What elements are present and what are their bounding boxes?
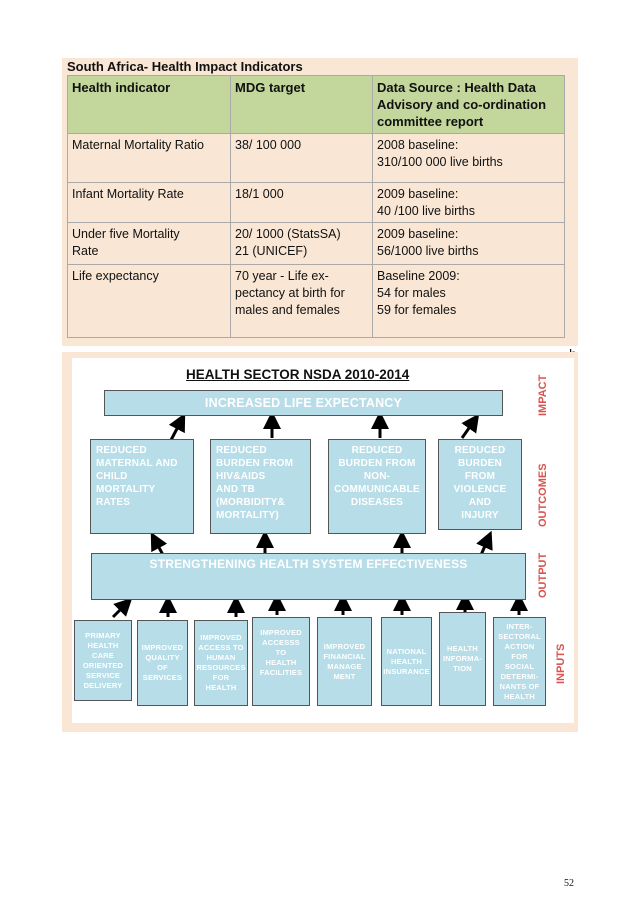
input-box: IMPROVED ACCESSS TO HEALTH FACILITIES: [252, 617, 310, 706]
arrow: [462, 421, 474, 438]
input-box: IMPROVED ACCESS TO HUMAN RESOURCES FOR HEALTH: [194, 620, 248, 706]
table-cell: 20/ 1000 (StatsSA) 21 (UNICEF): [231, 223, 373, 265]
outcome-box-violence-injury: REDUCED BURDEN FROM VIOLENCE AND INJURY: [438, 439, 522, 530]
header-data-source: Data Source : Health Data Advisory and co-ordination committee report: [373, 76, 565, 134]
table-cell: Infant Mortality Rate: [68, 183, 231, 223]
side-label-outcomes: OUTCOMES: [537, 463, 549, 527]
impact-box: INCREASED LIFE EXPECTANCY: [104, 390, 503, 416]
outcome-box-ncd: REDUCED BURDEN FROM NON- COMMUNICABLE DISEASES: [328, 439, 426, 534]
side-label-inputs: INPUTS: [555, 643, 567, 684]
side-label-impact: IMPACT: [537, 374, 549, 416]
outcome-box-hiv-tb: REDUCED BURDEN FROM HIV&AIDS AND TB (MORBIDITY& MORTALITY): [210, 439, 311, 534]
arrow: [113, 604, 126, 617]
table-cell: Maternal Mortality Ratio: [68, 134, 231, 183]
table-cell: 70 year - Life ex- pectancy at birth for males and females: [231, 265, 373, 338]
output-box: STRENGTHENING HEALTH SYSTEM EFFECTIVENESS: [91, 553, 526, 600]
table-cell: 18/1 000: [231, 183, 373, 223]
table-title: South Africa- Health Impact Indicators: [67, 59, 303, 74]
table-cell: Under five Mortality Rate: [68, 223, 231, 265]
table-cell: 2008 baseline: 310/100 000 live births: [373, 134, 565, 183]
header-mdg-target: MDG target: [231, 76, 373, 134]
input-box: PRIMARY HEALTH CARE ORIENTED SERVICE DELIVERY: [74, 620, 132, 701]
table-cell: 2009 baseline: 56/1000 live births: [373, 223, 565, 265]
input-box: INTER- SECTORAL ACTION FOR SOCIAL DETERMI- NANTS OF HEALTH: [493, 617, 546, 706]
side-label-output: OUTPUT: [537, 552, 549, 598]
table-cell: Baseline 2009: 54 for males 59 for females: [373, 265, 565, 338]
table-cell: Life expectancy: [68, 265, 231, 338]
header-health-indicator: Health indicator: [68, 76, 231, 134]
page-number: 52: [564, 878, 574, 889]
outcome-box-maternal-child: REDUCED MATERNAL AND CHILD MORTALITY RATES: [90, 439, 194, 534]
input-box: NATIONAL HEALTH INSURANCE: [381, 617, 432, 706]
input-box: IMPROVED QUALITY OF SERVICES: [137, 620, 188, 706]
diagram-title: HEALTH SECTOR NSDA 2010-2014: [186, 367, 410, 382]
table-cell: 38/ 100 000: [231, 134, 373, 183]
table-cell: 2009 baseline: 40 /100 live births: [373, 183, 565, 223]
input-box: HEALTH INFORMA- TION: [439, 612, 486, 706]
input-box: IMPROVED FINANCIAL MANAGE MENT: [317, 617, 372, 706]
